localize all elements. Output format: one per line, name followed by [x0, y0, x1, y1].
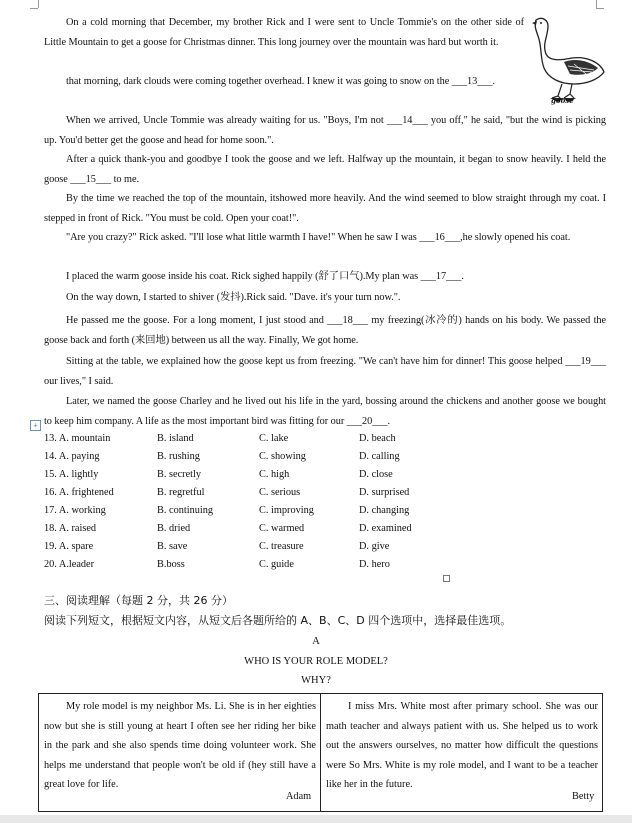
passage-paragraph-2: that morning, dark clouds were coming together overhead. I knew it was going to snow on the ___13___. [66, 76, 496, 87]
passage-paragraph-5: By the time we reached the top of the mountain, itshowed more heavily. And the wind seemed to blow straight through my coat. I stepped in front of Rick. "You must be cold. Open your coat!". [44, 193, 606, 224]
option-row-18 [44, 520, 604, 538]
option-row-17 [44, 502, 604, 520]
option-d: D. hero [359, 559, 390, 570]
option-row-19 [44, 538, 604, 556]
option-row-20 [44, 556, 604, 574]
option-d: D. calling [359, 451, 400, 462]
passage-paragraph-11: Later, we named the goose Charley and he lived out his life in the yard, bossing around the chickens and another goose we bought to keep him company. A life as the most important bird was fitting for our ___20___. [44, 396, 606, 427]
signature-adam: Adam [286, 791, 312, 802]
passage-label: A [312, 636, 320, 647]
option-b: B. secretly [157, 469, 202, 480]
option-d: D. examined [359, 523, 412, 534]
crop-mark-right-h [596, 8, 604, 9]
passage-paragraph-3: When we arrived, Uncle Tommie was already waiting for us. "Boys, I'm not ___14___ you off," he said, "but the wind is picking up. You'd better get the goose and head for home soon.". [44, 115, 606, 146]
option-b: B.boss [157, 559, 185, 570]
option-d: D. give [359, 541, 390, 552]
option-a: 18. A. raised [44, 523, 97, 534]
option-a: 16. A. frightened [44, 487, 114, 498]
option-a: 15. A. lightly [44, 469, 99, 480]
option-c: C. treasure [259, 541, 304, 552]
passage-paragraph-10: Sitting at the table, we explained how the goose kept us from freezing. "We can't have him for dinner! This goose helped ___19___ our lives," I said. [44, 356, 606, 387]
option-b: B. save [157, 541, 188, 552]
passage-paragraph-7: I placed the warm goose inside his coat. Rick sighed happily (舒了口气).My plan was ___17___. [66, 271, 464, 282]
option-a: 20. A.leader [44, 559, 95, 570]
signature-betty: Betty [572, 791, 595, 802]
crop-mark-left [38, 0, 39, 8]
crop-mark-left-h [30, 8, 38, 9]
crop-mark-right [596, 0, 597, 8]
option-row-16 [44, 484, 604, 502]
option-b: B. island [157, 433, 194, 444]
section-instruction: 阅读下列短文，根据短文内容，从短文后各题所给的 A、B、C、D 四个选项中，选择最佳选项。 [44, 614, 512, 627]
option-b: B. continuing [157, 505, 214, 516]
option-b: B. rushing [157, 451, 200, 462]
option-b: B. dried [157, 523, 191, 534]
page-bottom-edge [0, 815, 632, 823]
option-c: C. warmed [259, 523, 305, 534]
passage-paragraph-1: On a cold morning that December, my brother Rick and I were sent to Uncle Tommie's on the other side of Little Mountain to get a goose for Christmas dinner. This long journey over the mountain was hard but worth it. [44, 17, 524, 48]
passage-paragraph-6: "Are you crazy?" Rick asked. "I'll lose what little warmth I have!" When he saw I was ___16___,he slowly opened his coat. [66, 232, 571, 243]
passage-paragraph-9: He passed me the goose. For a long moment, I just stood and ___18___ my freezing(冰冷的) hands on his body. We passed the goose back and forth (来回地) between us all the way. Finally, We got home. [44, 315, 606, 346]
option-d: D. changing [359, 505, 410, 516]
option-c: C. improving [259, 505, 314, 516]
section-heading: 三、阅读理解（每题 2 分，共 26 分） [44, 594, 233, 607]
option-c: C. serious [259, 487, 301, 498]
option-d: D. close [359, 469, 393, 480]
table-column-divider [320, 693, 321, 811]
table-resize-handle-icon[interactable] [443, 575, 450, 582]
option-d: D. surprised [359, 487, 410, 498]
table-move-handle-icon[interactable]: + [30, 420, 41, 431]
option-d: D. beach [359, 433, 396, 444]
option-row-14 [44, 448, 604, 466]
passage-paragraph-8: On the way down, I started to shiver (发抖).Rick said. "Dave. it's your turn now.". [66, 292, 401, 303]
table-cell-left: My role model is my neighbor Ms. Li. She is in her eighties now but she is still young at heart I often see her riding her bike in the park and she also spends time doing volunteer work. She helps me understand that people won't be old if (hey still have a great love for life. [44, 701, 316, 790]
passage-paragraph-4: After a quick thank-you and goodbye I took the goose and we left. Halfway up the mountain, it began to snow heavily. I held the goose ___15___ to me. [44, 154, 606, 185]
option-c: C. showing [259, 451, 306, 462]
option-a: 13. A. mountain [44, 433, 111, 444]
passage-subtitle: WHY? [301, 675, 331, 686]
option-c: C. lake [259, 433, 289, 444]
option-b: B. regretful [157, 487, 205, 498]
option-c: C. guide [259, 559, 294, 570]
goose-caption: goose [551, 96, 574, 105]
option-row-13 [44, 430, 604, 448]
option-a: 17. A. working [44, 505, 106, 516]
option-a: 14. A. paying [44, 451, 100, 462]
passage-title: WHO IS YOUR ROLE MODEL? [244, 656, 388, 667]
option-a: 19. A. spare [44, 541, 94, 552]
option-row-15 [44, 466, 604, 484]
option-c: C. high [259, 469, 290, 480]
table-cell-right: I miss Mrs. White most after primary school. She was our math teacher and always patient with us. She helped us to work out the answers ourselves, no matter how difficult the questions were So Mrs. White is my role model, and I want to be a teacher like her in the future. [326, 701, 598, 790]
